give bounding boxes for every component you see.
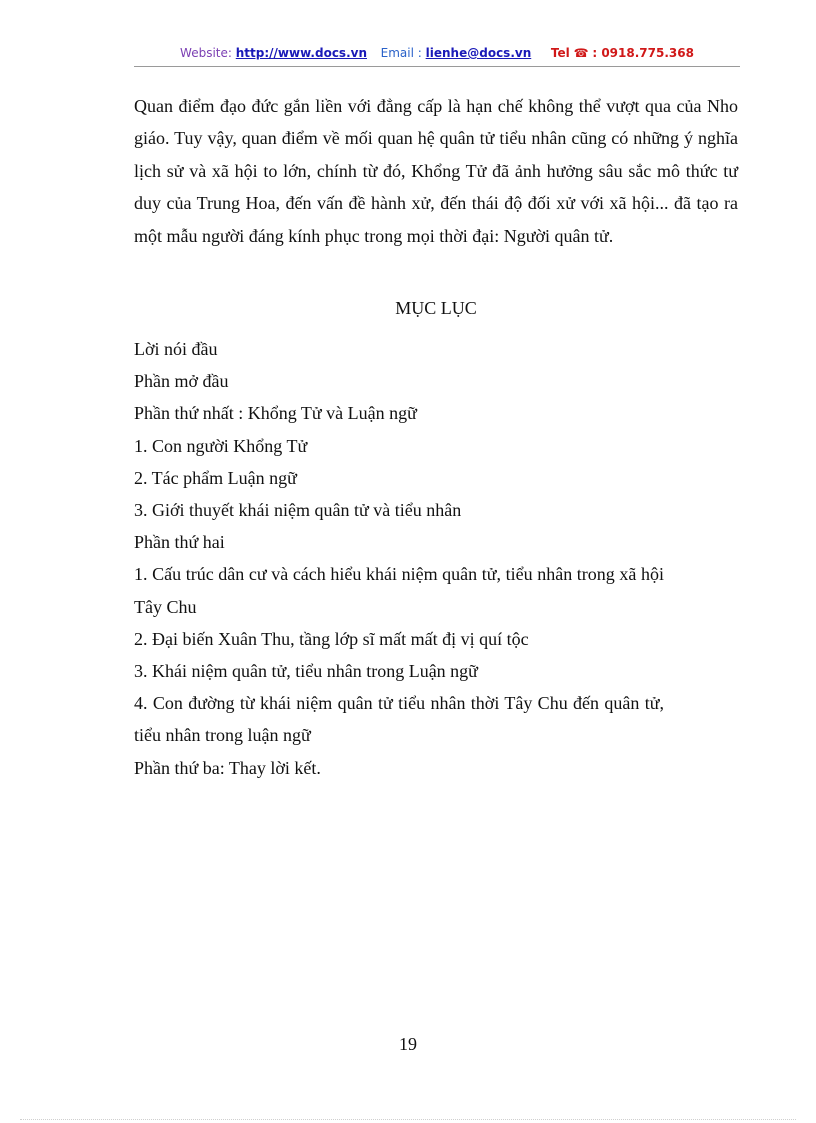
toc-item: 3. Khái niệm quân tử, tiểu nhân trong Luận ngữ bbox=[134, 661, 478, 682]
toc-item: 4. Con đường từ khái niệm quân tử tiểu nhân thời Tây Chu đến quân tử, tiểu nhân trong luận ngữ bbox=[134, 693, 664, 746]
toc-item: Lời nói đầu bbox=[134, 339, 218, 359]
page-header bbox=[134, 46, 740, 66]
table-of-contents bbox=[134, 333, 664, 784]
tel-label: Tel bbox=[550, 46, 570, 60]
tel-number: : 0918.775.368 bbox=[592, 46, 694, 60]
email-label: Email : bbox=[380, 46, 422, 60]
email-link[interactable]: lienhe@docs.vn bbox=[425, 46, 532, 60]
header-divider bbox=[134, 66, 740, 67]
toc-item: Phần thứ nhất : Khổng Tử và Luận ngữ bbox=[134, 403, 417, 424]
toc-item: Phần thứ ba: Thay lời kết. bbox=[134, 757, 321, 778]
toc-item: Phần mở đầu bbox=[134, 371, 229, 392]
toc-item: 2. Tác phẩm Luận ngữ bbox=[134, 467, 297, 488]
phone-icon: ☎ bbox=[573, 46, 589, 60]
intro-paragraph: Quan điểm đạo đức gắn liền với đẳng cấp là hạn chế không thể vượt qua của Nho giáo. Tuy vậy, quan điểm về mối quan hệ quân tử tiểu nhân cũng có những ý nghĩa lịch sử và xã hội to lớn, chính từ đó, Khổng Tử đã ảnh hưởng sâu sắc mô thức tư duy của Trung Hoa, đến vấn đề hành xử, đến thái độ đối xử với xã hội... đã tạo ra một mẫu người đáng kính phục trong mọi thời đại: Người quân tử. bbox=[134, 96, 738, 246]
website-link[interactable]: http://www.docs.vn bbox=[235, 46, 367, 60]
page-number: 19 bbox=[399, 1034, 417, 1054]
page-bottom-border bbox=[20, 1119, 796, 1120]
toc-item: Phần thứ hai bbox=[134, 532, 225, 553]
toc-title: MỤC LỤC bbox=[395, 298, 477, 318]
toc-item: 1. Cấu trúc dân cư và cách hiểu khái niệm quân tử, tiểu nhân trong xã hội Tây Chu bbox=[134, 564, 664, 617]
toc-item: 2. Đại biến Xuân Thu, tầng lớp sĩ mất mất đị vị quí tộc bbox=[134, 628, 529, 649]
toc-item: 3. Giới thuyết khái niệm quân tử và tiểu nhân bbox=[134, 500, 462, 521]
website-label: Website: bbox=[180, 46, 232, 60]
toc-item: 1. Con người Khổng Tử bbox=[134, 435, 308, 456]
